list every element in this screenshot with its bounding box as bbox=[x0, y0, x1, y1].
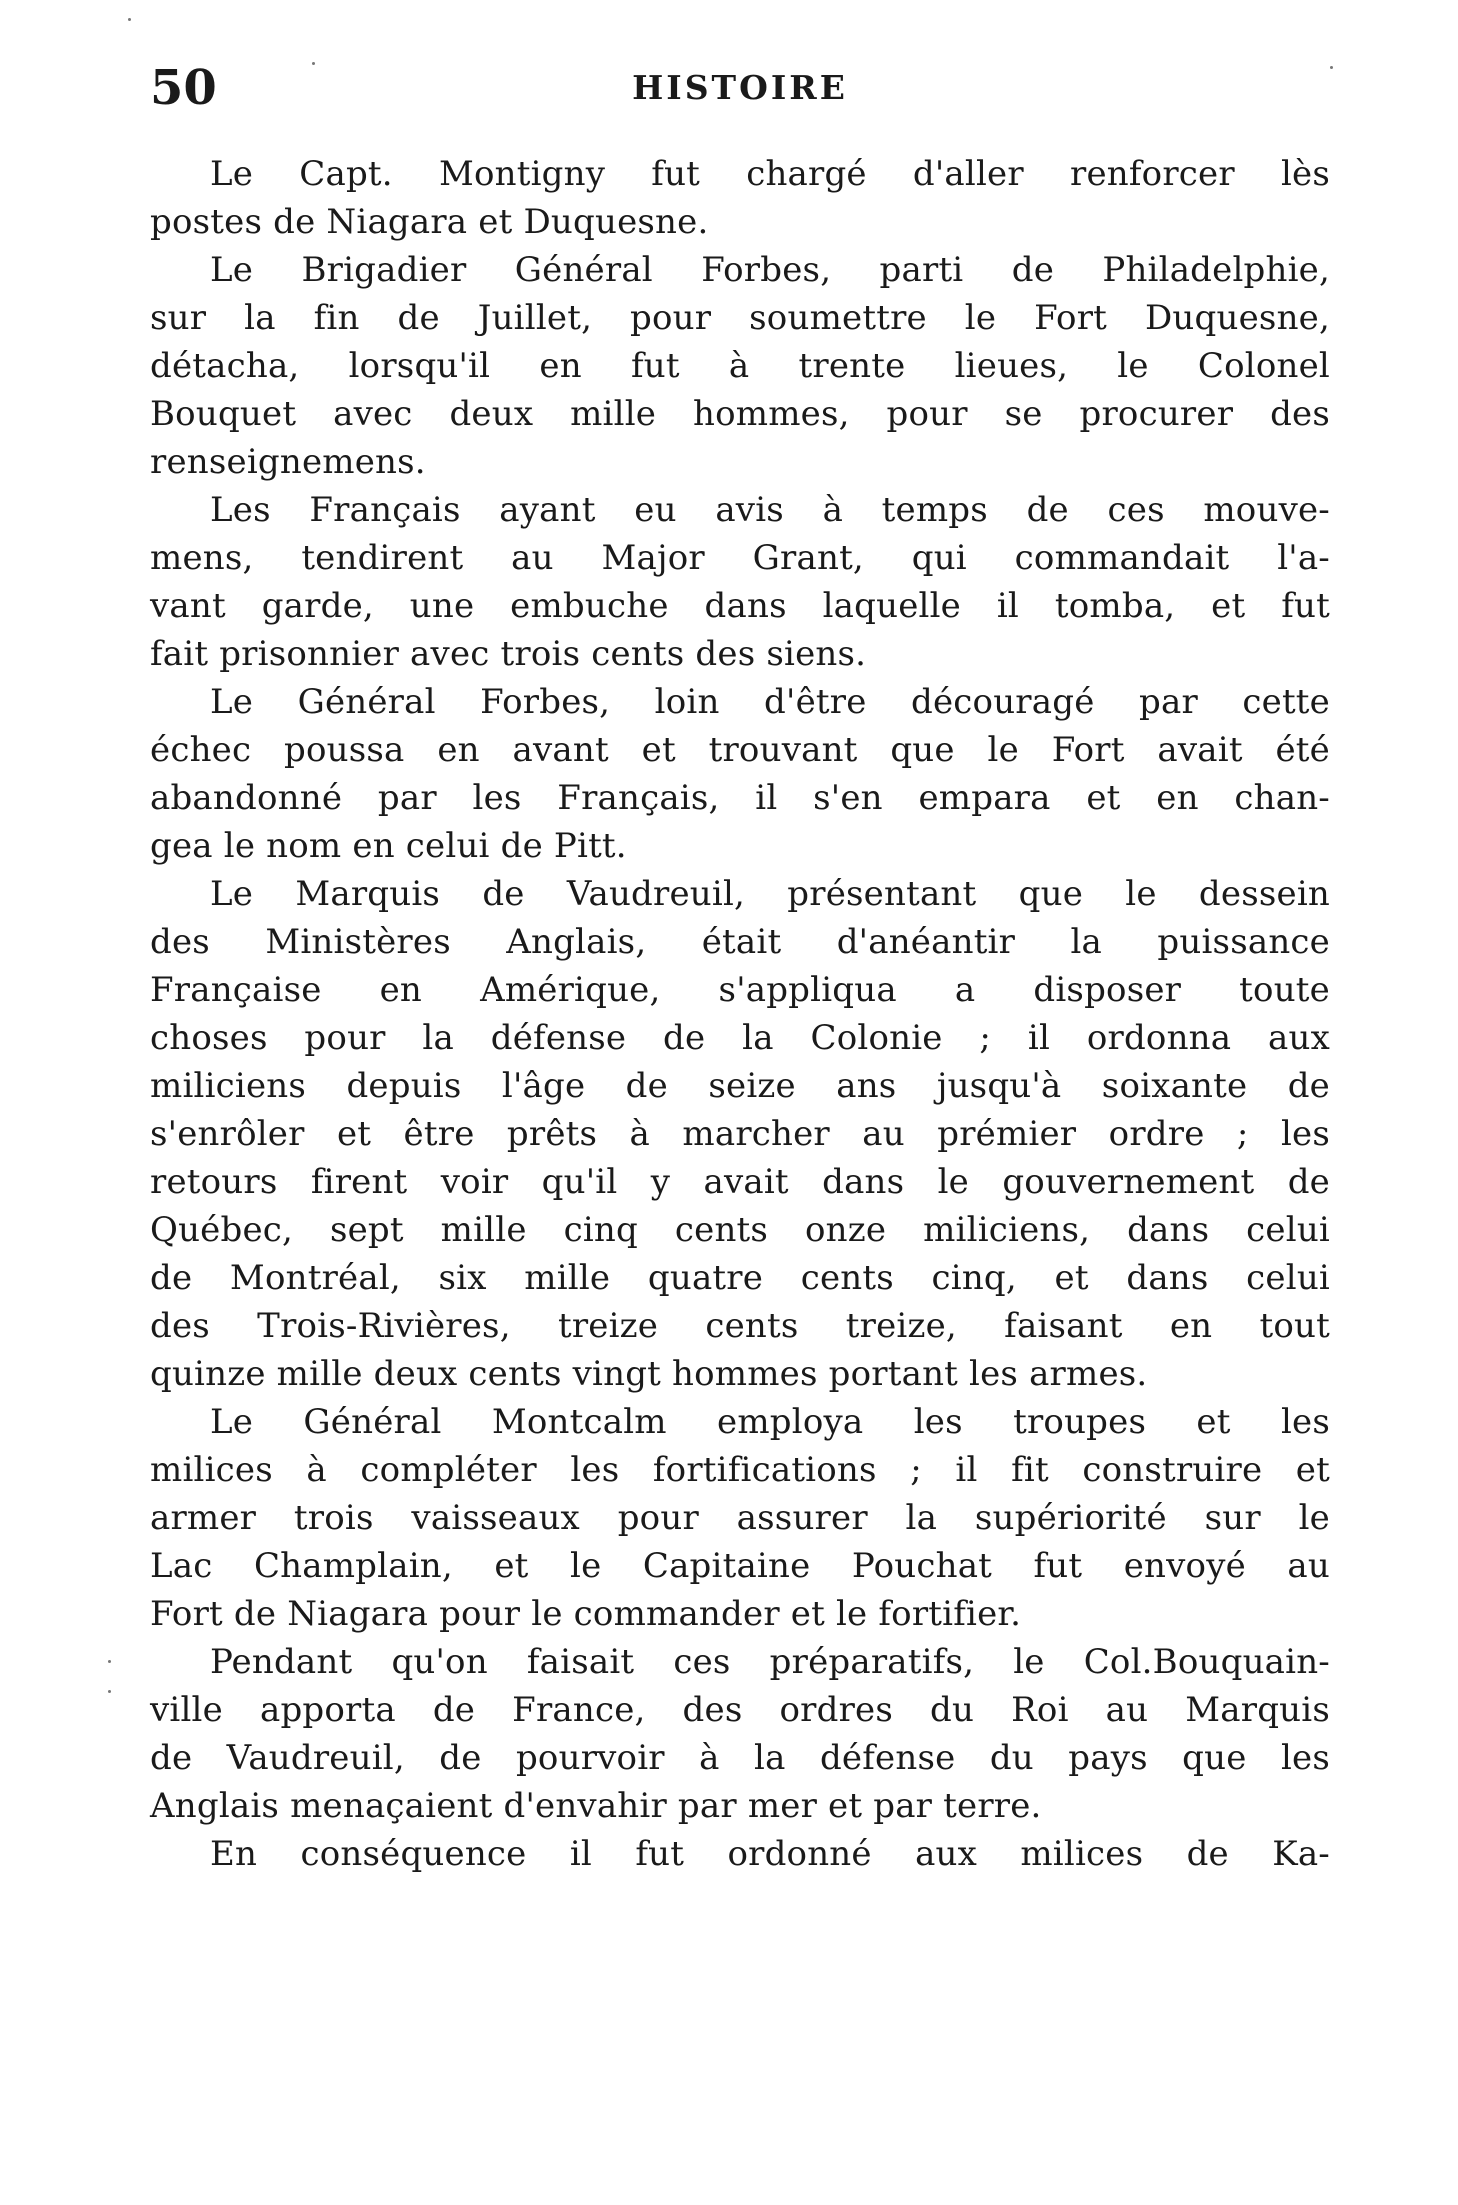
text-line: Lac Champlain, et le Capitaine Pouchat fut envoyé au bbox=[150, 1546, 1330, 1586]
text-line: En conséquence il fut ordonné aux milices de Ka- bbox=[210, 1834, 1330, 1874]
page-header bbox=[150, 58, 1330, 118]
print-speck bbox=[128, 18, 131, 21]
text-line: Le Général Montcalm employa les troupes et les bbox=[210, 1402, 1330, 1442]
text-line: de Vaudreuil, de pourvoir à la défense du pays que les bbox=[150, 1738, 1330, 1778]
text-line: vant garde, une embuche dans laquelle il tomba, et fut bbox=[150, 586, 1330, 626]
text-line: renseignemens. bbox=[150, 442, 426, 482]
text-line: échec poussa en avant et trouvant que le Fort avait été bbox=[150, 730, 1330, 770]
text-line: sur la fin de Juillet, pour soumettre le Fort Duquesne, bbox=[150, 298, 1330, 338]
text-line: Les Français ayant eu avis à temps de ces mouve- bbox=[210, 490, 1330, 530]
text-line: milices à compléter les fortifications ; il fit construire et bbox=[150, 1450, 1330, 1490]
text-line: miliciens depuis l'âge de seize ans jusqu'à soixante de bbox=[150, 1066, 1330, 1106]
text-line: abandonné par les Français, il s'en empara et en chan- bbox=[150, 778, 1330, 818]
text-line: des Ministères Anglais, était d'anéantir la puissance bbox=[150, 922, 1330, 962]
text-line: Française en Amérique, s'appliqua a disposer toute bbox=[150, 970, 1330, 1010]
body-text bbox=[150, 150, 1330, 1878]
text-line: Québec, sept mille cinq cents onze miliciens, dans celui bbox=[150, 1210, 1330, 1250]
text-line: Le Général Forbes, loin d'être découragé par cette bbox=[210, 682, 1330, 722]
text-line: détacha, lorsqu'il en fut à trente lieues, le Colonel bbox=[150, 346, 1330, 386]
print-speck bbox=[108, 1660, 111, 1663]
text-line: quinze mille deux cents vingt hommes portant les armes. bbox=[150, 1354, 1148, 1394]
text-line: des Trois-Rivières, treize cents treize, faisant en tout bbox=[150, 1306, 1330, 1346]
text-line: de Montréal, six mille quatre cents cinq, et dans celui bbox=[150, 1258, 1330, 1298]
text-line: ville apporta de France, des ordres du Roi au Marquis bbox=[150, 1690, 1330, 1730]
print-speck bbox=[108, 1690, 111, 1693]
text-line: gea le nom en celui de Pitt. bbox=[150, 826, 627, 866]
text-line: Le Capt. Montigny fut chargé d'aller renforcer lès bbox=[210, 154, 1330, 194]
print-speck bbox=[312, 62, 315, 65]
print-speck bbox=[1330, 66, 1333, 69]
text-line: mens, tendirent au Major Grant, qui commandait l'a- bbox=[150, 538, 1330, 578]
text-line: Le Brigadier Général Forbes, parti de Philadelphie, bbox=[210, 250, 1330, 290]
text-line: postes de Niagara et Duquesne. bbox=[150, 202, 709, 242]
text-line: choses pour la défense de la Colonie ; il ordonna aux bbox=[150, 1018, 1330, 1058]
text-line: retours firent voir qu'il y avait dans le gouvernement de bbox=[150, 1162, 1330, 1202]
text-line: Bouquet avec deux mille hommes, pour se procurer des bbox=[150, 394, 1330, 434]
text-line: Anglais menaçaient d'envahir par mer et par terre. bbox=[150, 1786, 1042, 1826]
page-number: 50 bbox=[150, 60, 217, 116]
text-line: armer trois vaisseaux pour assurer la supériorité sur le bbox=[150, 1498, 1330, 1538]
running-title: HISTOIRE bbox=[632, 68, 848, 107]
text-line: fait prisonnier avec trois cents des siens. bbox=[150, 634, 867, 674]
text-line: s'enrôler et être prêts à marcher au prémier ordre ; les bbox=[150, 1114, 1330, 1154]
text-line: Pendant qu'on faisait ces préparatifs, le Col.Bouquain- bbox=[210, 1642, 1330, 1682]
text-line: Fort de Niagara pour le commander et le fortifier. bbox=[150, 1594, 1022, 1634]
text-line: Le Marquis de Vaudreuil, présentant que le dessein bbox=[210, 874, 1330, 914]
